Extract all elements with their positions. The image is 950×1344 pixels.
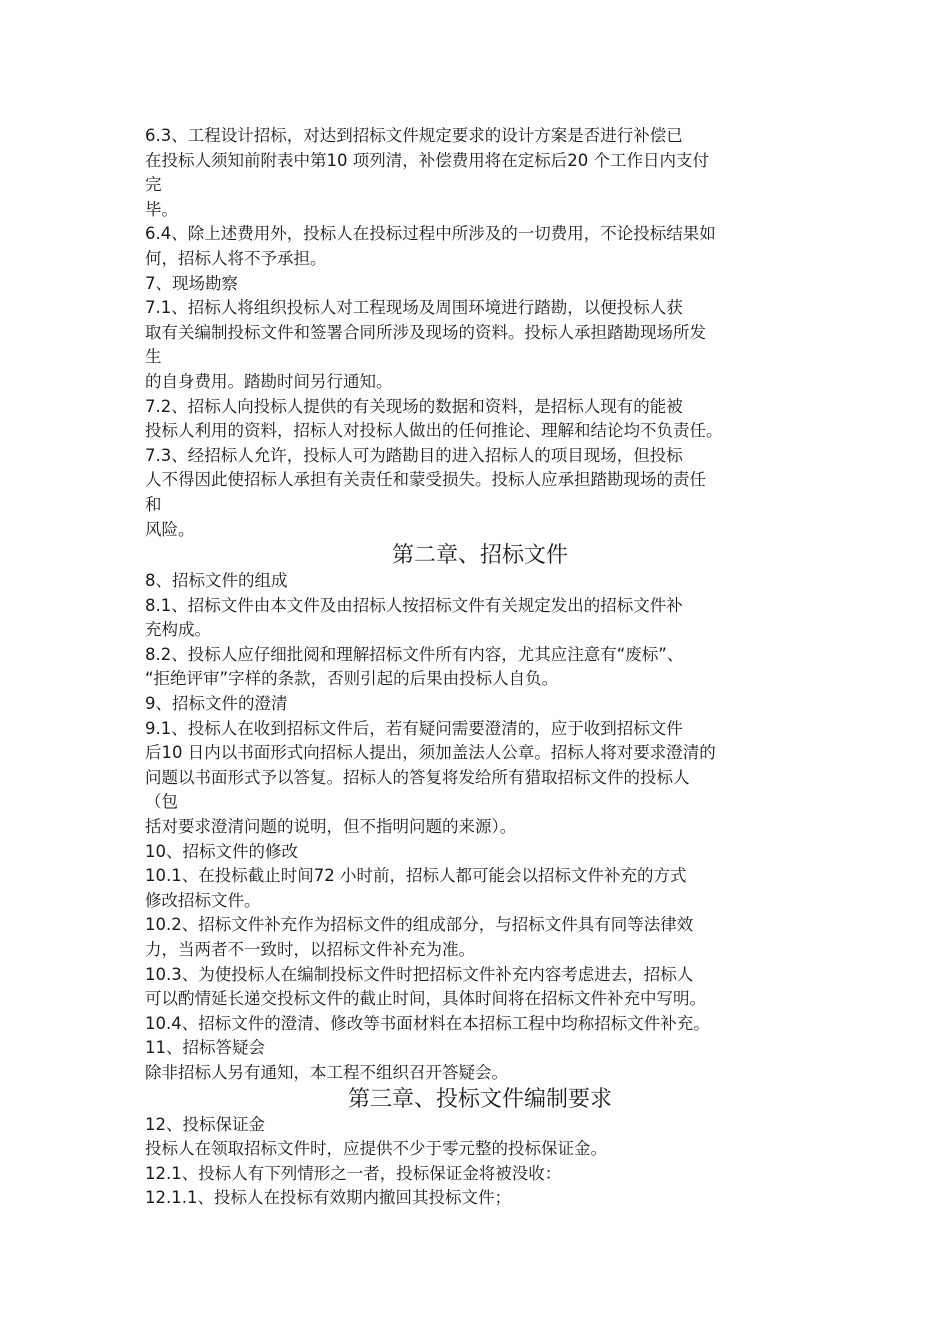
- text-line: 8.1、招标文件由本文件及由招标人按招标文件有关规定发出的招标文件补: [145, 595, 683, 615]
- text-line: 可以酌情延长递交投标文件的截止时间，具体时间将在招标文件补充中写明。: [145, 989, 706, 1009]
- document-page: [145, 124, 815, 1211]
- text-line: 毕。: [145, 199, 178, 219]
- text-line: 10.3、为使投标人在编制投标文件时把招标文件补充内容考虑进去，招标人: [145, 964, 694, 984]
- section-heading: 12、投标保证金: [145, 1114, 265, 1134]
- text-line: 6.4、除上述费用外，投标人在投标过程中所涉及的一切费用，不论投标结果如: [145, 224, 716, 244]
- section-heading: 7、现场勘察: [145, 273, 238, 293]
- text-line: 6.3、工程设计招标，对达到招标文件规定要求的设计方案是否进行补偿已: [145, 126, 683, 145]
- section-heading: 8、招标文件的组成: [145, 571, 288, 591]
- text-line: 力，当两者不一致时，以招标文件补充为准。: [145, 940, 475, 959]
- text-line: 12.1.1、投标人在投标有效期内撤回其投标文件；: [145, 1188, 511, 1208]
- text-line: 何，招标人将不予承担。: [145, 248, 327, 268]
- chapter-title: 第三章、投标文件编制要求: [347, 1086, 612, 1112]
- text-line: 12.1、投标人有下列情形之一者，投标保证金将被没收：: [145, 1163, 562, 1183]
- text-line: 问题以书面形式予以答复。招标人的答复将发给所有猎取招标文件的投标人: [145, 767, 690, 787]
- text-line: 10.1、在投标截止时间72 小时前，招标人都可能会以招标文件补充的方式: [145, 866, 687, 886]
- text-line: 生: [145, 347, 162, 367]
- text-line: 取有关编制投标文件和签署合同所涉及现场的资料。投标人承担踏勘现场所发: [145, 322, 706, 342]
- text-line: 的自身费用。踏勘时间另行通知。: [145, 371, 393, 391]
- text-line: “拒绝评审”字样的条款，否则引起的后果由投标人自负。: [145, 669, 559, 689]
- section-heading: 11、招标答疑会: [145, 1038, 265, 1058]
- text-line: 和: [145, 494, 162, 514]
- text-line: 除非招标人另有通知，本工程不组织召开答疑会。: [145, 1062, 508, 1082]
- text-line: 充构成。: [145, 620, 211, 640]
- text-line: 7.2、招标人向投标人提供的有关现场的数据和资料，是招标人现有的能被: [145, 396, 683, 416]
- text-line: 7.1、招标人将组织投标人对工程现场及周围环境进行踏勘，以便投标人获: [145, 298, 683, 318]
- text-line: 投标人利用的资料，招标人对投标人做出的任何推论、理解和结论均不负责任。: [145, 421, 723, 441]
- section-heading: 10、招标文件的修改: [145, 841, 298, 861]
- chapter-title: 第二章、招标文件: [391, 543, 568, 569]
- text-line: 完: [145, 175, 162, 195]
- text-line: 人不得因此使招标人承担有关责任和蒙受损失。投标人应承担踏勘现场的责任: [145, 470, 706, 490]
- section-heading: 9、招标文件的澄清: [145, 694, 288, 714]
- text-line: 投标人在领取招标文件时，应提供不少于零元整的投标保证金。: [145, 1139, 607, 1159]
- text-line: 9.1、投标人在收到招标文件后，若有疑问需要澄清的，应于收到招标文件: [145, 718, 683, 738]
- text-line: 后10 日内以书面形式向招标人提出，须加盖法人公章。招标人将对要求澄清的: [145, 743, 716, 763]
- text-line: 10.4、招标文件的澄清、修改等书面材料在本招标工程中均称招标文件补充。: [145, 1013, 710, 1033]
- text-line: 10.2、招标文件补充作为招标文件的组成部分，与招标文件具有同等法律效: [145, 915, 694, 935]
- text-line: （包: [145, 792, 178, 812]
- text-line: 括对要求澄清问题的说明，但不指明问题的来源）。: [145, 817, 517, 837]
- text-line: 风险。: [145, 519, 195, 539]
- text-line: 修改招标文件。: [145, 890, 261, 910]
- text-line: 在投标人须知前附表中第10 项列清，补偿费用将在定标后20 个工作日内支付: [145, 150, 709, 170]
- text-line: 8.2、投标人应仔细批阅和理解招标文件所有内容，尤其应注意有“废标”、: [145, 644, 684, 664]
- text-line: 7.3、经招标人允许，投标人可为踏勘目的进入招标人的项目现场，但投标: [145, 445, 683, 465]
